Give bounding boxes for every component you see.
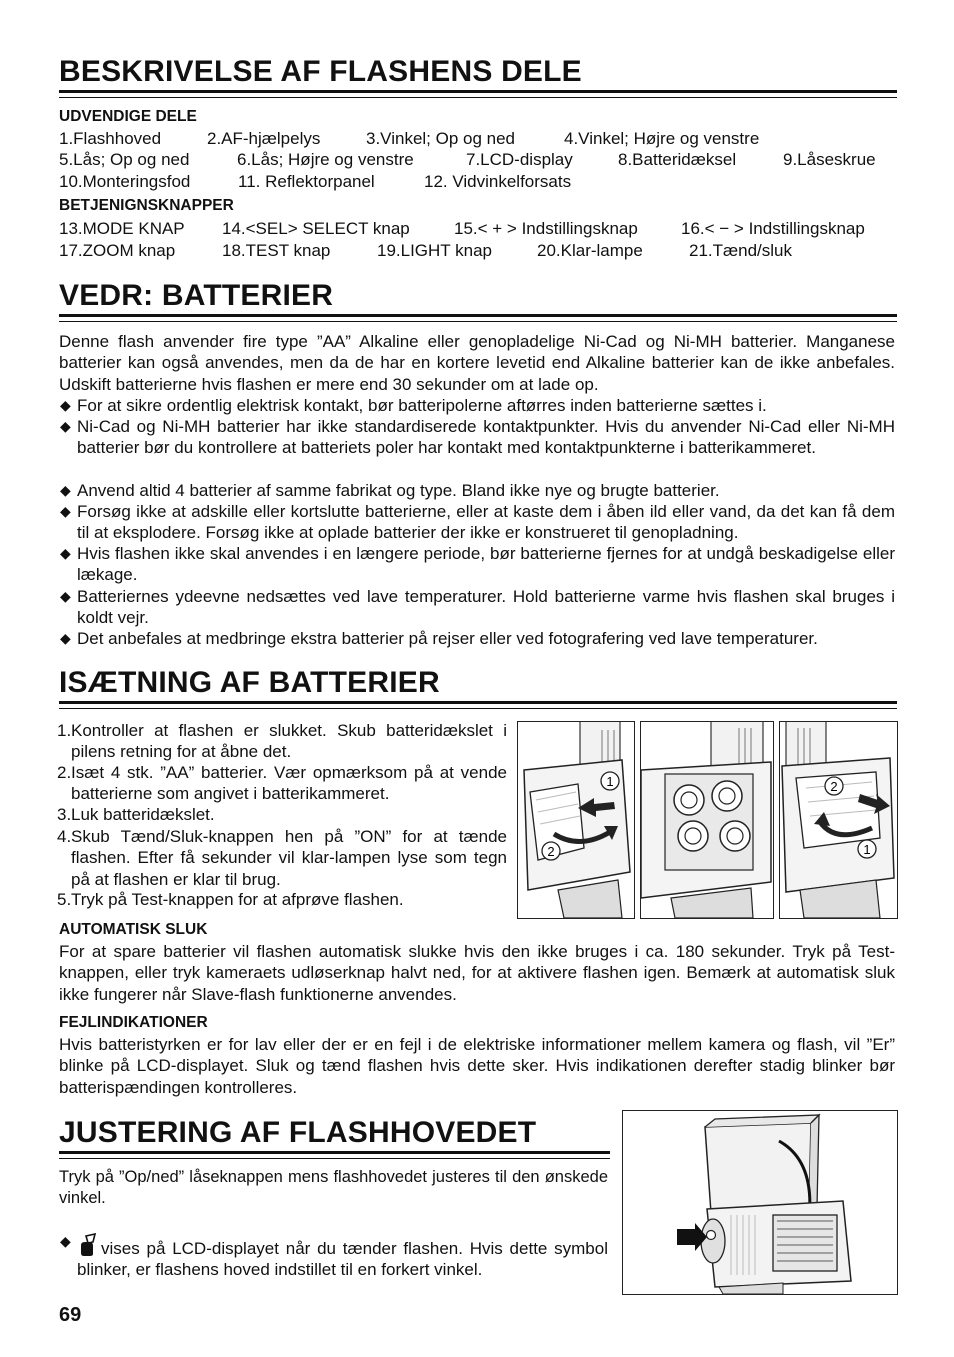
part-item: 6.Lås; Højre og venstre: [237, 150, 414, 169]
callout-1: 1: [606, 774, 614, 789]
part-item: 11. Reflektorpanel: [238, 172, 375, 191]
rule: [59, 314, 897, 317]
control-item: 16.< − > Indstillingsknap: [681, 219, 865, 238]
battery-bullet: ◆ Batteriernes ydeevne nedsættes ved lave temperaturer. Hold batterierne varme hvis flashen skal bruges i koldt vejr.: [60, 587, 895, 628]
bullet-diamond-icon: ◆: [60, 418, 71, 434]
control-item: 19.LIGHT knap: [377, 241, 492, 260]
control-item: 17.ZOOM knap: [59, 241, 176, 260]
bullet-diamond-icon: ◆: [60, 588, 71, 604]
head-text: Tryk på ”Op/ned” låseknappen mens flashhovedet justeres til den ønskede vinkel.: [59, 1168, 608, 1208]
part-item: 4.Vinkel; Højre og venstre: [564, 129, 760, 148]
rule: [59, 1151, 610, 1154]
control-item: 14.<SEL> SELECT knap: [222, 219, 410, 238]
rule: [59, 708, 897, 709]
figure-battery-compartment: [640, 721, 774, 919]
battery-bullet: ◆ Forsøg ikke at adskille eller kortslutte batterierne, eller at kaste dem i åben ild eller vand, da det kan få dem til at eksplodere. Forsøg ikke at oplade batterier der ikke er konstrueret til genopladning.: [60, 502, 895, 543]
control-item: 20.Klar-lampe: [537, 241, 643, 260]
controls-label: BETJENIGNSKNAPPER: [59, 197, 234, 214]
battery-bullet: ◆ Ni-Cad og Ni-MH batterier har ikke standardiserede kontaktpunkter. Hvis du anvender Ni-Cad eller Ni-MH batterier bør du kontrollere at batteriets poler har kontakt med kontaktpunkterne i batterikammeret.: [60, 417, 895, 458]
part-item: 9.Låseskrue: [783, 150, 876, 169]
control-item: 18.TEST knap: [222, 241, 331, 260]
part-item: 12. Vidvinkelforsats: [424, 172, 572, 191]
figure-flash-head: [622, 1110, 898, 1295]
part-item: 1.Flashhoved: [59, 129, 162, 148]
rule: [59, 1158, 610, 1159]
bullet-diamond-icon: ◆: [60, 503, 71, 519]
auto-off-label: AUTOMATISK SLUK: [59, 921, 208, 938]
part-item: 8.Batteridæksel: [618, 150, 737, 169]
battery-bullet: ◆ Anvend altid 4 batterier af samme fabrikat og type. Bland ikke nye og brugte batterier.: [60, 481, 720, 500]
rule: [59, 90, 897, 93]
rule: [59, 701, 897, 704]
control-item: 21.Tænd/sluk: [689, 241, 792, 260]
error-label: FEJLINDIKATIONER: [59, 1014, 208, 1031]
part-item: 2.AF-hjælpelys: [207, 129, 321, 148]
heading-insertion: ISÆTNING AF BATTERIER: [59, 666, 440, 699]
heading-batteries: VEDR: BATTERIER: [59, 279, 334, 312]
callout-2: 2: [547, 844, 555, 859]
insertion-step: 3. Luk batteridækslet.: [57, 805, 215, 824]
heading-parts: BESKRIVELSE AF FLASHENS DELE: [59, 55, 582, 88]
rule: [59, 97, 897, 98]
bullet-diamond-icon: ◆: [60, 1233, 71, 1249]
battery-bullet: ◆ Det anbefales at medbringe ekstra batterier på rejser eller ved fotografering ved lave temperaturer.: [60, 629, 818, 648]
figure-close-cover: [779, 721, 898, 919]
insertion-step: 1. Kontroller at flashen er slukket. Skub batteridækslet i pilens retning for at åbne det.: [57, 721, 507, 762]
exterior-label: UDVENDIGE DELE: [59, 108, 197, 125]
heading-flash-head: JUSTERING AF FLASHHOVEDET: [59, 1116, 537, 1149]
part-item: 3.Vinkel; Op og ned: [366, 129, 516, 148]
bullet-diamond-icon: ◆: [60, 397, 71, 413]
control-item: 13.MODE KNAP: [59, 219, 185, 238]
batteries-intro: Denne flash anvender fire type ”AA” Alkaline eller genopladelige Ni-Cad og Ni-MH batterier. Manganese batterier kan også anvendes, men da de har en kortere levetid end Alkaline batterier kan de ikke anbefales. Udskift batterierne hvis flashen er mere end 30 sekunder om at lade op.: [59, 332, 895, 394]
battery-bullet: ◆ Hvis flashen ikke skal anvendes i en længere periode, bør batterierne fjernes for at undgå beskadigelse eller lækage.: [60, 544, 895, 585]
error-text: Hvis batteristyrken er for lav eller der er en fejl i de elektriske informationer mellem kamera og flash, vil ”Er” blinke på LCD-displayet. Sluk og tænd flashen hvis dette sker. Hvis indikationen derefter stadig blinker bør batterispændingen kontrolleres.: [59, 1035, 895, 1097]
insertion-step: 4. Skub Tænd/Sluk-knappen hen på ”ON” for at tænde flashen. Efter få sekunder vil klar-lampen lyse som tegn på at flashen er klar til brug.: [57, 827, 507, 889]
page-number: 69: [59, 1304, 82, 1326]
flash-head-angle-icon: [77, 1233, 99, 1257]
rule: [59, 321, 897, 322]
bullet-diamond-icon: ◆: [60, 630, 71, 646]
insertion-step: 2. Isæt 4 stk. ”AA” batterier. Vær opmærksom på at vende batterierne som angivet i batterikammeret.: [57, 763, 507, 804]
part-item: 5.Lås; Op og ned: [59, 150, 190, 169]
callout-1: 1: [863, 842, 871, 857]
insertion-step: 5. Tryk på Test-knappen for at afprøve flashen.: [57, 890, 404, 909]
figure-open-cover: [517, 721, 635, 919]
bullet-diamond-icon: ◆: [60, 545, 71, 561]
callout-2: 2: [830, 779, 838, 794]
part-item: 10.Monteringsfod: [59, 172, 191, 191]
bullet-diamond-icon: ◆: [60, 482, 71, 498]
battery-bullet: ◆ For at sikre ordentlig elektrisk kontakt, bør batteripolerne aftørres inden batterierne sættes i.: [60, 396, 767, 415]
head-bullet: ◆ vises på LCD-displayet når du tænder flashen. Hvis dette symbol blinker, er flashens hoved indstillet til en forkert vinkel.: [60, 1233, 608, 1280]
control-item: 15.< + > Indstillingsknap: [454, 219, 638, 238]
auto-off-text: For at spare batterier vil flashen automatisk slukke hvis den ikke bruges i ca. 180 sekunder. Tryk på Test-knappen, eller tryk kameraets udløserknap halvt ned, for at aktivere flashen igen. Bemærk at automatisk sluk ikke fungerer når Slave-flash funktionerne anvendes.: [59, 942, 895, 1004]
part-item: 7.LCD-display: [466, 150, 573, 169]
